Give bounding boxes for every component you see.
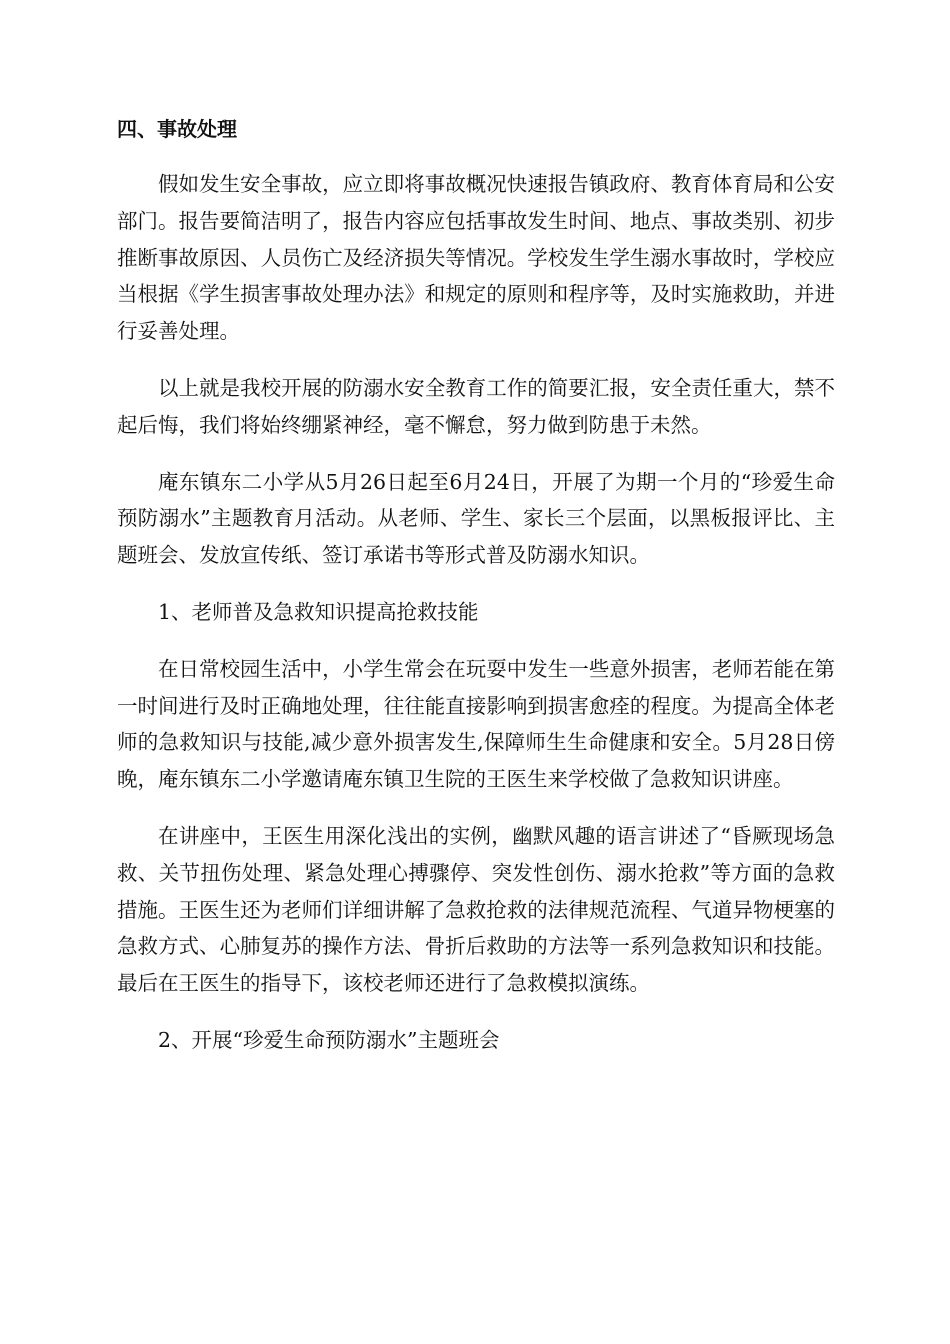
paragraph-activity-intro: 庵东镇东二小学从5月26日起至6月24日，开展了为期一个月的“珍爱生命预防溺水”主题教育月活动。从老师、学生、家长三个层面，以黑板报评比、主题班会、发放宣传纸、签订承诺书等形式普及防溺水知识。 <box>117 469 835 568</box>
document-page <box>117 114 835 1079</box>
section-heading: 四、事故处理 <box>117 117 237 141</box>
subheading-teacher-first-aid: 1、老师普及急救知识提高抢救技能 <box>158 599 479 624</box>
subheading-class-meeting: 2、开展“珍爱生命预防溺水”主题班会 <box>158 1027 500 1052</box>
paragraph-first-aid-lecture: 在日常校园生活中，小学生常会在玩耍中发生一些意外损害，老师若能在第一时间进行及时正确地处理，往往能直接影响到损害愈痊的程度。为提高全体老师的急救知识与技能,减少意外损害发生,保障师生生命健康和安全。5月28日傍晚，庵东镇东二小学邀请庵东镇卫生院的王医生来学校做了急救知识讲座。 <box>117 656 835 792</box>
paragraph-summary: 以上就是我校开展的防溺水安全教育工作的简要汇报，安全责任重大，禁不起后悔，我们将始终绷紧神经，毫不懈怠，努力做到防患于未然。 <box>117 375 835 437</box>
paragraph-lecture-content: 在讲座中，王医生用深化浅出的实例，幽默风趣的语言讲述了“昏厥现场急救、关节扭伤处理、紧急处理心搏骤停、突发性创伤、溺水抢救”等方面的急救措施。王医生还为老师们详细讲解了急救抢救的法律规范流程、气道异物梗塞的急救方式、心肺复苏的操作方法、骨折后救助的方法等一系列急救知识和技能。最后在王医生的指导下，该校老师还进行了急救模拟演练。 <box>117 823 835 996</box>
paragraph-accident-handling: 假如发生安全事故，应立即将事故概况快速报告镇政府、教育体育局和公安部门。报告要简洁明了，报告内容应包括事故发生时间、地点、事故类别、初步推断事故原因、人员伤亡及经济损失等情况。学校发生学生溺水事故时，学校应当根据《学生损害事故处理办法》和规定的原则和程序等，及时实施救助，并进行妥善处理。 <box>117 172 835 344</box>
